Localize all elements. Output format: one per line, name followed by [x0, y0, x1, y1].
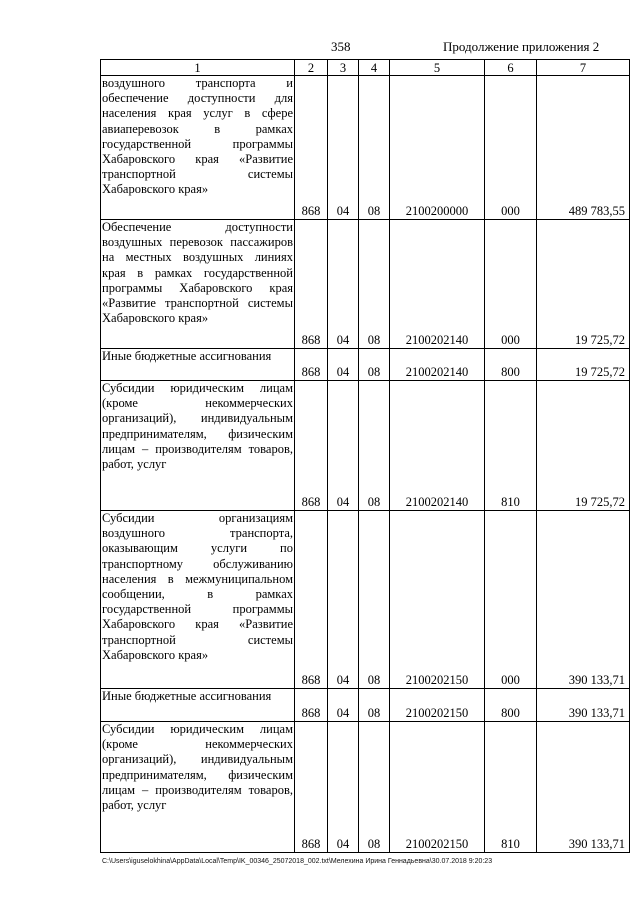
subsection-code: 08 — [359, 689, 390, 722]
section-code: 04 — [328, 722, 359, 853]
file-path-footer: C:\Users\iguselokhina\AppData\Local\Temp\IK_00346_25072018_002.txt\Мелехина Ирина Геннадьевна\30.07.2018 9:20:23 — [102, 858, 493, 865]
table-row — [101, 381, 630, 511]
column-header: 1 — [101, 60, 295, 76]
row-name: Субсидии организациям воздушного транспорта, оказывающим услуги по транспортному обслуживанию населения в межмуниципальном сообщении, в рамках государственной программы Хабаровского края «Развитие транспортной системы Хабаровского края» — [101, 511, 295, 689]
section-code: 04 — [328, 511, 359, 689]
row-name: воздушного транспорта и обеспечение доступности для населения края услуг в сфере авиаперевозок в рамках государственной программы Хабаровского края «Развитие транспортной системы Хабаровского края» — [101, 76, 295, 220]
column-header: 2 — [295, 60, 328, 76]
continuation-note: Продолжение приложения 2 — [443, 39, 600, 54]
sum-value: 19 725,72 — [537, 349, 630, 381]
ministry-code: 868 — [295, 76, 328, 220]
row-name: Иные бюджетные ассигнования — [101, 349, 295, 381]
sum-value: 19 725,72 — [537, 381, 630, 511]
target-code: 2100202140 — [390, 349, 485, 381]
ministry-code: 868 — [295, 722, 328, 853]
section-code: 04 — [328, 381, 359, 511]
ministry-code: 868 — [295, 381, 328, 511]
section-code: 04 — [328, 76, 359, 220]
sum-value: 390 133,71 — [537, 689, 630, 722]
sum-value: 19 725,72 — [537, 220, 630, 349]
budget-table — [100, 59, 630, 853]
row-name: Обеспечение доступности воздушных перевозок пассажиров на местных воздушных линиях края в рамках государственной программы Хабаровского края «Развитие транспортной системы Хабаровского края» — [101, 220, 295, 349]
target-code: 2100202140 — [390, 220, 485, 349]
row-name: Субсидии юридическим лицам (кроме некоммерческих организаций), индивидуальным предпринимателям, физическим лицам – производителям товаров, работ, услуг — [101, 381, 295, 511]
table-row — [101, 76, 630, 220]
subsection-code: 08 — [359, 220, 390, 349]
expense-code: 810 — [485, 722, 537, 853]
section-code: 04 — [328, 689, 359, 722]
sum-value: 390 133,71 — [537, 722, 630, 853]
column-header: 5 — [390, 60, 485, 76]
section-code: 04 — [328, 349, 359, 381]
sum-value: 390 133,71 — [537, 511, 630, 689]
section-code: 04 — [328, 220, 359, 349]
subsection-code: 08 — [359, 511, 390, 689]
table-row — [101, 349, 630, 381]
ministry-code: 868 — [295, 349, 328, 381]
target-code: 2100202150 — [390, 722, 485, 853]
expense-code: 800 — [485, 689, 537, 722]
expense-code: 000 — [485, 220, 537, 349]
ministry-code: 868 — [295, 511, 328, 689]
target-code: 2100200000 — [390, 76, 485, 220]
expense-code: 000 — [485, 511, 537, 689]
table-row — [101, 722, 630, 853]
page-number: 358 — [331, 39, 351, 54]
ministry-code: 868 — [295, 689, 328, 722]
ministry-code: 868 — [295, 220, 328, 349]
table-header-row — [101, 60, 630, 76]
table-row — [101, 511, 630, 689]
subsection-code: 08 — [359, 381, 390, 511]
subsection-code: 08 — [359, 722, 390, 853]
row-name: Субсидии юридическим лицам (кроме некоммерческих организаций), индивидуальным предпринимателям, физическим лицам – производителям товаров, работ, услуг — [101, 722, 295, 853]
target-code: 2100202150 — [390, 511, 485, 689]
expense-code: 000 — [485, 76, 537, 220]
table-row — [101, 220, 630, 349]
column-header: 4 — [359, 60, 390, 76]
target-code: 2100202140 — [390, 381, 485, 511]
subsection-code: 08 — [359, 76, 390, 220]
expense-code: 810 — [485, 381, 537, 511]
column-header: 3 — [328, 60, 359, 76]
row-name: Иные бюджетные ассигнования — [101, 689, 295, 722]
subsection-code: 08 — [359, 349, 390, 381]
sum-value: 489 783,55 — [537, 76, 630, 220]
table-row — [101, 689, 630, 722]
column-header: 6 — [485, 60, 537, 76]
target-code: 2100202150 — [390, 689, 485, 722]
column-header: 7 — [537, 60, 630, 76]
expense-code: 800 — [485, 349, 537, 381]
